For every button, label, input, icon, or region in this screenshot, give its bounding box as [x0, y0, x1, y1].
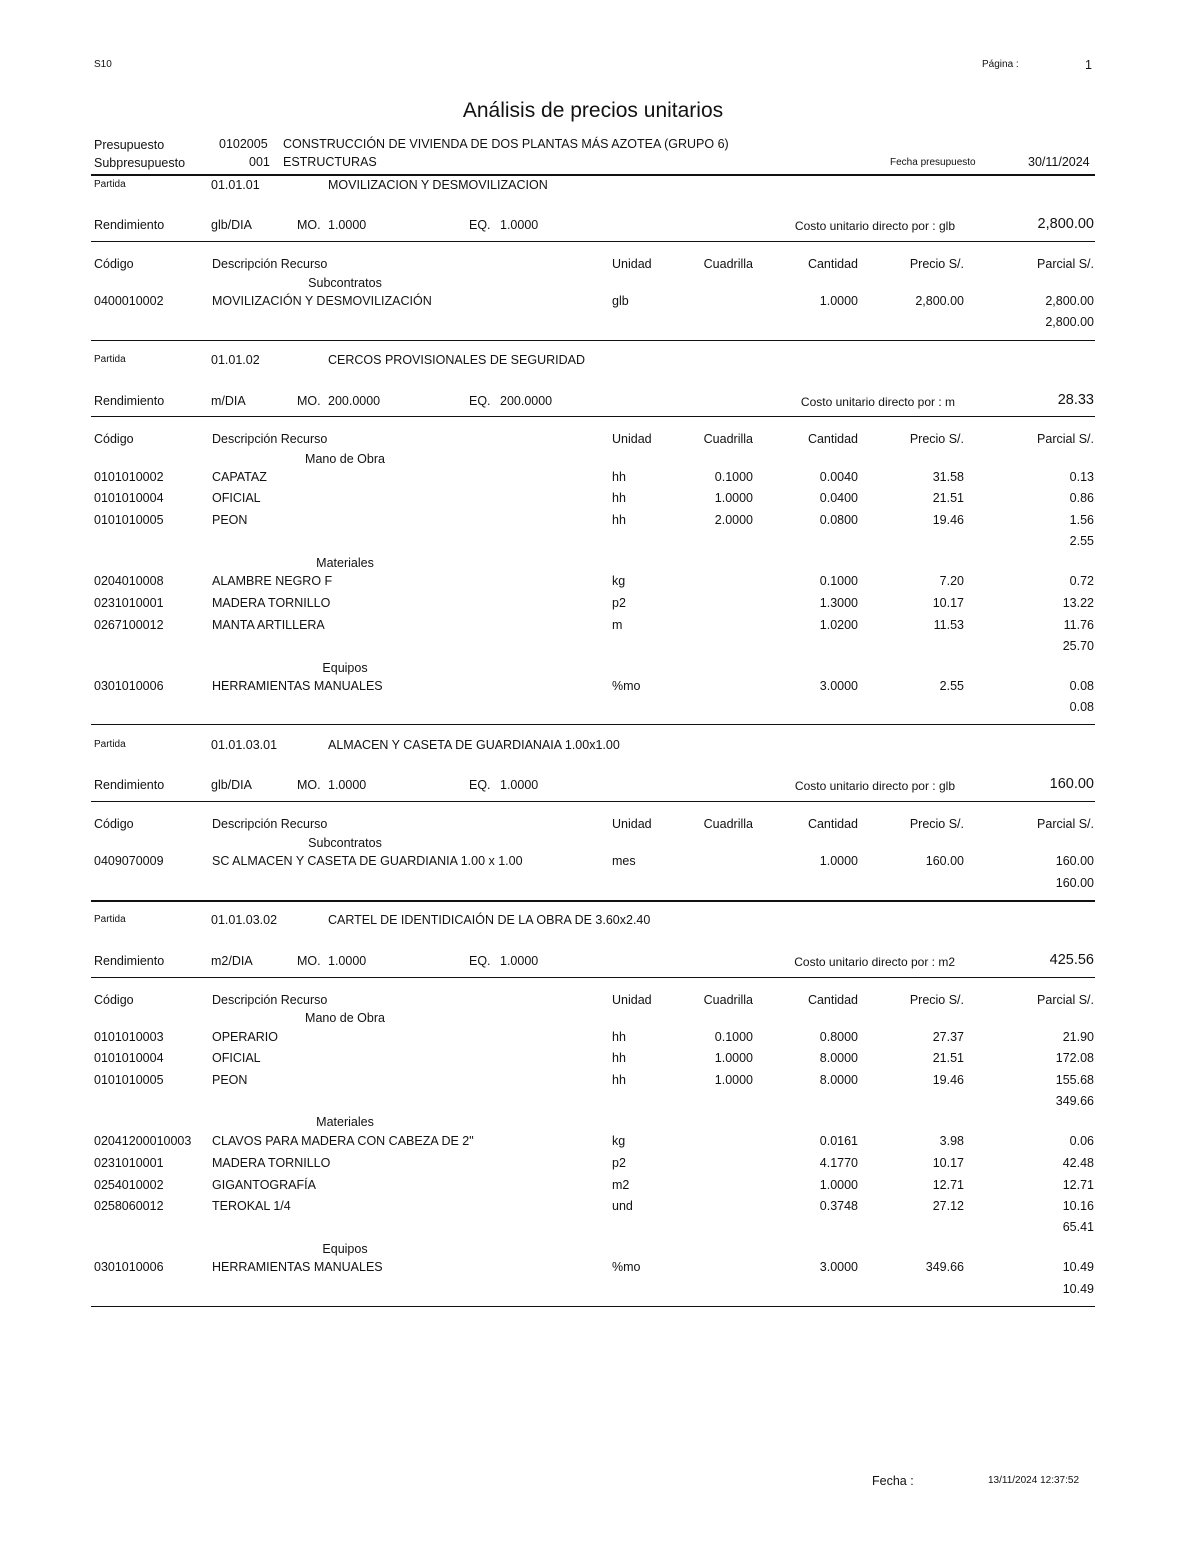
mo-value: 1.0000	[328, 954, 367, 968]
resource-unit: kg	[612, 1134, 626, 1148]
resource-cantidad: 0.0400	[819, 491, 858, 505]
group-subtotal: 160.00	[1055, 876, 1094, 890]
partida-divider	[91, 900, 1095, 902]
resource-desc: OPERARIO	[212, 1030, 278, 1044]
subpresupuesto-label: Subpresupuesto	[94, 156, 186, 170]
group-subtotal: 349.66	[1055, 1094, 1094, 1108]
col-descripcion: Descripción Recurso	[212, 993, 328, 1007]
resource-code: 0231010001	[94, 1156, 164, 1170]
mo-label: MO.	[297, 394, 321, 408]
resource-cantidad: 0.3748	[819, 1199, 858, 1213]
resource-unit: m2	[612, 1178, 630, 1192]
page-number: 1	[1085, 58, 1092, 72]
resource-code: 0101010002	[94, 470, 164, 484]
fecha-presupuesto: 30/11/2024	[1028, 155, 1090, 169]
costo-value: 160.00	[1049, 776, 1094, 792]
group-subtotal: 2.55	[1069, 534, 1094, 548]
resource-unit: hh	[612, 513, 626, 527]
resource-unit: hh	[612, 470, 626, 484]
group-name: Subcontratos	[308, 836, 382, 850]
col-unidad: Unidad	[612, 993, 652, 1007]
footer-fecha: 13/11/2024 12:37:52	[988, 1475, 1080, 1486]
col-codigo: Código	[94, 257, 134, 271]
col-precio: Precio S/.	[909, 257, 964, 271]
resource-parcial: 13.22	[1062, 596, 1094, 610]
resource-unit: glb	[612, 294, 629, 308]
resource-cuadrilla: 0.1000	[714, 1030, 753, 1044]
resource-cantidad: 8.0000	[819, 1051, 858, 1065]
rendimiento-unit: m2/DIA	[211, 954, 253, 968]
resource-code: 0101010005	[94, 1073, 164, 1087]
resource-precio: 27.12	[932, 1199, 964, 1213]
partida-code: 01.01.03.02	[211, 913, 278, 927]
col-precio: Precio S/.	[909, 817, 964, 831]
col-descripcion: Descripción Recurso	[212, 432, 328, 446]
resource-desc: HERRAMIENTAS MANUALES	[212, 1260, 383, 1274]
presupuesto-code: 0102005	[219, 137, 268, 151]
resource-precio: 349.66	[925, 1260, 964, 1274]
resource-precio: 19.46	[932, 513, 964, 527]
rendimiento-unit: glb/DIA	[211, 778, 252, 792]
col-cuadrilla: Cuadrilla	[703, 257, 753, 271]
resource-cantidad: 1.0000	[819, 294, 858, 308]
resource-cantidad: 3.0000	[819, 1260, 858, 1274]
resource-parcial: 1.56	[1069, 513, 1094, 527]
group-name: Equipos	[322, 1242, 368, 1256]
col-cuadrilla: Cuadrilla	[703, 817, 753, 831]
resource-cantidad: 0.1000	[819, 574, 858, 588]
eq-value: 1.0000	[500, 218, 539, 232]
page-label: Página :	[982, 59, 1019, 70]
col-descripcion: Descripción Recurso	[212, 817, 328, 831]
resource-parcial: 11.76	[1063, 618, 1094, 632]
resource-desc: MOVILIZACIÓN Y DESMOVILIZACIÓN	[212, 294, 432, 308]
mo-label: MO.	[297, 954, 321, 968]
resource-precio: 7.20	[939, 574, 964, 588]
resource-desc: SC ALMACEN Y CASETA DE GUARDIANIA 1.00 x 1.00	[212, 854, 523, 868]
resource-precio: 21.51	[932, 491, 964, 505]
resource-precio: 10.17	[932, 596, 964, 610]
resource-parcial: 0.72	[1069, 574, 1094, 588]
col-cantidad: Cantidad	[807, 432, 858, 446]
resource-parcial: 10.16	[1062, 1199, 1094, 1213]
mo-value: 1.0000	[328, 778, 367, 792]
resource-parcial: 0.86	[1069, 491, 1094, 505]
col-cuadrilla: Cuadrilla	[703, 993, 753, 1007]
resource-parcial: 155.68	[1055, 1073, 1094, 1087]
resource-parcial: 0.08	[1069, 679, 1094, 693]
col-cantidad: Cantidad	[807, 817, 858, 831]
page-title: Análisis de precios unitarios	[462, 99, 724, 122]
resource-cuadrilla: 2.0000	[714, 513, 753, 527]
resource-precio: 2.55	[939, 679, 964, 693]
col-codigo: Código	[94, 817, 134, 831]
rendimiento-divider	[91, 977, 1095, 978]
costo-value: 28.33	[1057, 392, 1094, 408]
rendimiento-label: Rendimiento	[94, 778, 165, 792]
col-codigo: Código	[94, 432, 134, 446]
partida-name: ALMACEN Y CASETA DE GUARDIANAIA 1.00x1.00	[328, 738, 620, 752]
resource-precio: 3.98	[939, 1134, 964, 1148]
resource-code: 0204010008	[94, 574, 164, 588]
resource-unit: p2	[612, 1156, 626, 1170]
resource-cantidad: 4.1770	[819, 1156, 858, 1170]
eq-label: EQ.	[469, 778, 491, 792]
rendimiento-divider	[91, 801, 1095, 802]
resource-unit: und	[612, 1199, 633, 1213]
rendimiento-label: Rendimiento	[94, 394, 165, 408]
eq-label: EQ.	[469, 954, 491, 968]
resource-precio: 27.37	[932, 1030, 964, 1044]
col-descripcion: Descripción Recurso	[212, 257, 328, 271]
costo-label: Costo unitario directo por : glb	[794, 779, 955, 793]
resource-code: 0254010002	[94, 1178, 164, 1192]
resource-desc: PEON	[212, 1073, 248, 1087]
fecha-presupuesto-label: Fecha presupuesto	[890, 157, 976, 168]
resource-code: 0267100012	[94, 618, 164, 632]
resource-desc: CAPATAZ	[212, 470, 267, 484]
resource-code: 0409070009	[94, 854, 164, 868]
col-precio: Precio S/.	[909, 432, 964, 446]
resource-desc: CLAVOS PARA MADERA CON CABEZA DE 2"	[212, 1134, 474, 1148]
resource-cantidad: 0.0040	[819, 470, 858, 484]
resource-precio: 160.00	[925, 854, 964, 868]
partida-label: Partida	[94, 914, 126, 925]
resource-precio: 11.53	[933, 618, 964, 632]
resource-cuadrilla: 1.0000	[714, 1051, 753, 1065]
partida-code: 01.01.02	[211, 353, 260, 367]
partida-name: CERCOS PROVISIONALES DE SEGURIDAD	[328, 353, 586, 367]
resource-code: 0400010002	[94, 294, 164, 308]
resource-cuadrilla: 1.0000	[714, 491, 753, 505]
resource-parcial: 172.08	[1055, 1051, 1094, 1065]
partida-name: CARTEL DE IDENTIDICAIÓN DE LA OBRA DE 3.60x2.40	[328, 913, 651, 927]
resource-desc: ALAMBRE NEGRO F	[212, 574, 333, 588]
resource-unit: mes	[612, 854, 636, 868]
resource-precio: 12.71	[932, 1178, 964, 1192]
col-cantidad: Cantidad	[807, 257, 858, 271]
partida-divider	[91, 340, 1095, 341]
resource-desc: OFICIAL	[212, 491, 261, 505]
resource-code: 0101010005	[94, 513, 164, 527]
resource-desc: PEON	[212, 513, 248, 527]
resource-parcial: 21.90	[1062, 1030, 1094, 1044]
col-codigo: Código	[94, 993, 134, 1007]
group-subtotal: 2,800.00	[1045, 315, 1094, 329]
resource-cantidad: 0.0800	[819, 513, 858, 527]
group-subtotal: 25.70	[1062, 639, 1094, 653]
resource-cantidad: 1.0000	[819, 1178, 858, 1192]
resource-cantidad: 0.8000	[819, 1030, 858, 1044]
eq-label: EQ.	[469, 394, 491, 408]
resource-desc: MADERA TORNILLO	[212, 596, 331, 610]
resource-cantidad: 1.0200	[819, 618, 858, 632]
resource-code: 02041200010003	[94, 1134, 192, 1148]
resource-cuadrilla: 1.0000	[714, 1073, 753, 1087]
resource-parcial: 160.00	[1055, 854, 1094, 868]
resource-precio: 21.51	[932, 1051, 964, 1065]
col-parcial: Parcial S/.	[1037, 817, 1094, 831]
resource-precio: 31.58	[932, 470, 964, 484]
group-name: Mano de Obra	[305, 452, 385, 466]
resource-parcial: 0.06	[1069, 1134, 1094, 1148]
resource-precio: 10.17	[932, 1156, 964, 1170]
partida-label: Partida	[94, 179, 126, 190]
mo-label: MO.	[297, 218, 321, 232]
rendimiento-unit: glb/DIA	[211, 218, 252, 232]
costo-label: Costo unitario directo por : m	[800, 395, 955, 409]
eq-label: EQ.	[469, 218, 491, 232]
group-name: Subcontratos	[308, 276, 382, 290]
resource-desc: TEROKAL 1/4	[212, 1199, 291, 1213]
group-name: Equipos	[322, 661, 368, 675]
resource-unit: m	[612, 618, 623, 632]
mo-value: 200.0000	[328, 394, 381, 408]
col-parcial: Parcial S/.	[1037, 257, 1094, 271]
col-cantidad: Cantidad	[807, 993, 858, 1007]
presupuesto-label: Presupuesto	[94, 138, 165, 152]
resource-precio: 19.46	[932, 1073, 964, 1087]
resource-unit: %mo	[612, 1260, 641, 1274]
col-unidad: Unidad	[612, 817, 652, 831]
resource-code: 0101010003	[94, 1030, 164, 1044]
costo-value: 2,800.00	[1037, 216, 1094, 232]
rendimiento-label: Rendimiento	[94, 218, 165, 232]
eq-value: 200.0000	[500, 394, 553, 408]
partida-label: Partida	[94, 354, 126, 365]
costo-label: Costo unitario directo por : m2	[794, 955, 955, 969]
resource-code: 0301010006	[94, 1260, 164, 1274]
eq-value: 1.0000	[500, 954, 539, 968]
resource-desc: GIGANTOGRAFÍA	[212, 1178, 316, 1192]
resource-unit: p2	[612, 596, 626, 610]
resource-parcial: 2,800.00	[1045, 294, 1094, 308]
resource-code: 0101010004	[94, 491, 164, 505]
group-name: Materiales	[316, 556, 374, 570]
resource-cantidad: 3.0000	[819, 679, 858, 693]
subpresupuesto-code: 001	[249, 155, 270, 169]
partida-code: 01.01.03.01	[211, 738, 278, 752]
resource-cantidad: 0.0161	[819, 1134, 858, 1148]
costo-value: 425.56	[1049, 952, 1094, 968]
presupuesto-desc: CONSTRUCCIÓN DE VIVIENDA DE DOS PLANTAS MÁS AZOTEA (GRUPO 6)	[283, 137, 729, 151]
report-code: S10	[94, 59, 112, 70]
resource-code: 0258060012	[94, 1199, 164, 1213]
rendimiento-unit: m/DIA	[211, 394, 246, 408]
group-name: Mano de Obra	[305, 1011, 385, 1025]
col-parcial: Parcial S/.	[1037, 432, 1094, 446]
resource-parcial: 10.49	[1062, 1260, 1094, 1274]
resource-code: 0301010006	[94, 679, 164, 693]
resource-desc: HERRAMIENTAS MANUALES	[212, 679, 383, 693]
resource-unit: %mo	[612, 679, 641, 693]
resource-cantidad: 8.0000	[819, 1073, 858, 1087]
header-divider	[91, 174, 1095, 176]
resource-parcial: 0.13	[1069, 470, 1094, 484]
partida-divider	[91, 724, 1095, 725]
col-unidad: Unidad	[612, 257, 652, 271]
col-unidad: Unidad	[612, 432, 652, 446]
subpresupuesto-desc: ESTRUCTURAS	[283, 155, 377, 169]
resource-code: 0231010001	[94, 596, 164, 610]
resource-desc: MADERA TORNILLO	[212, 1156, 331, 1170]
resource-desc: MANTA ARTILLERA	[212, 618, 325, 632]
report-end-divider	[91, 1306, 1095, 1307]
rendimiento-divider	[91, 416, 1095, 417]
eq-value: 1.0000	[500, 778, 539, 792]
resource-unit: hh	[612, 1030, 626, 1044]
costo-label: Costo unitario directo por : glb	[794, 219, 955, 233]
rendimiento-divider	[91, 241, 1095, 242]
col-cuadrilla: Cuadrilla	[703, 432, 753, 446]
resource-unit: kg	[612, 574, 626, 588]
group-subtotal: 0.08	[1069, 700, 1094, 714]
resource-cuadrilla: 0.1000	[714, 470, 753, 484]
mo-value: 1.0000	[328, 218, 367, 232]
resource-cantidad: 1.0000	[819, 854, 858, 868]
col-precio: Precio S/.	[909, 993, 964, 1007]
mo-label: MO.	[297, 778, 321, 792]
partida-code: 01.01.01	[211, 178, 260, 192]
resource-parcial: 42.48	[1062, 1156, 1094, 1170]
resource-desc: OFICIAL	[212, 1051, 261, 1065]
group-subtotal: 65.41	[1062, 1220, 1094, 1234]
rendimiento-label: Rendimiento	[94, 954, 165, 968]
partida-label: Partida	[94, 739, 126, 750]
resource-unit: hh	[612, 1051, 626, 1065]
footer-fecha-label: Fecha :	[872, 1474, 914, 1488]
resource-parcial: 12.71	[1062, 1178, 1094, 1192]
resource-code: 0101010004	[94, 1051, 164, 1065]
col-parcial: Parcial S/.	[1037, 993, 1094, 1007]
resource-unit: hh	[612, 491, 626, 505]
partida-name: MOVILIZACION Y DESMOVILIZACION	[328, 178, 548, 192]
group-subtotal: 10.49	[1062, 1282, 1094, 1296]
group-name: Materiales	[316, 1115, 374, 1129]
resource-cantidad: 1.3000	[819, 596, 858, 610]
resource-precio: 2,800.00	[915, 294, 964, 308]
resource-unit: hh	[612, 1073, 626, 1087]
